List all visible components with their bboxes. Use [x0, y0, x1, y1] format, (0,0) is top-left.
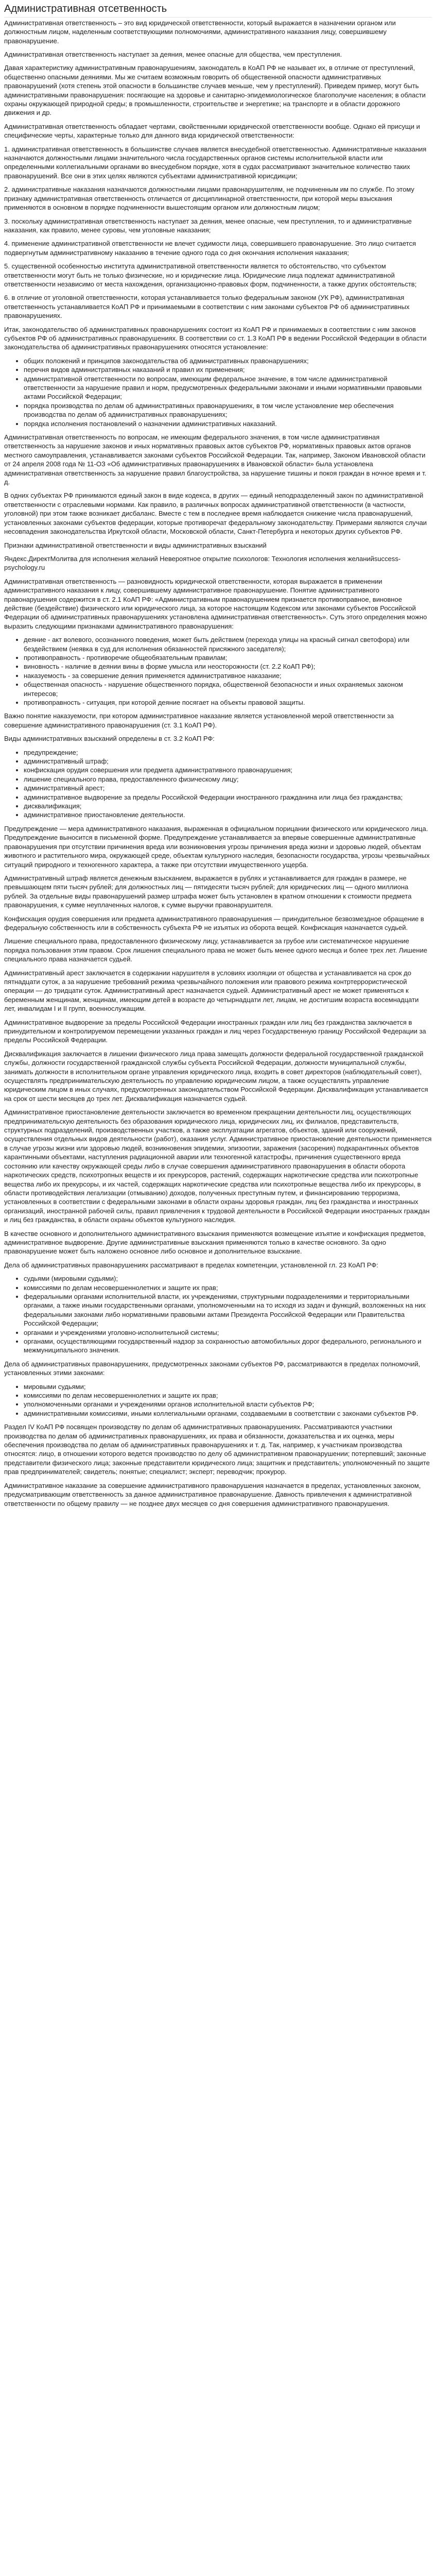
paragraph: 4. применение административной ответственности не влечет судимости лица, совершившего правонарушение. Это лицо считается подвергнутым административному наказанию в течение одного года со дня окончания исполнения наказания; [4, 240, 416, 257]
paragraph: Дела об административных правонарушениях, предусмотренных законами субъектов РФ, рассматриваются в пределах полномочий, установленных этими законами: [4, 1360, 421, 1377]
page-title: Административная отсетвенность [4, 2, 432, 18]
paragraph: В одних субъектах РФ принимаются единый закон в виде кодекса, в других — единый неподразделенный закон по административной ответственности с отраслевыми нормами. Как правило, в различных вопросах административной ответственности (в частности, уголовной) при этом также возникает дисбаланс. Вместе с тем в последнее время наблюдается снижение числа правонарушений, установленных законами субъектов федерации, которые противоречат федеральному законодательству. Примерами являются случаи несовпадения законодательства Иркутской области, Московской области, Санкт-Петербурга и некоторых других субъектов РФ. [4, 492, 427, 536]
paragraph: 6. в отличие от уголовной ответственности, которая устанавливается только федеральным законом (УК РФ), административная ответственность устанавливается КоАП РФ и принимаемыми в соответствии с ним законами субъектов РФ об административных правонарушениях. [4, 294, 410, 320]
list-item: • перечня видов административных наказаний и правил их применения; [24, 365, 432, 374]
list-item: • общих положений и принципов законодательства об административных правонарушениях; [24, 357, 432, 365]
paragraph: Административное выдворение за пределы Российской Федерации иностранных граждан или лиц без гражданства заключается в принудительном и контролируемом перемещении указанных граждан и лиц через Государственную границу Российской Федерации за пределы Российской Федерации. [4, 1018, 426, 1044]
list-item: • административными комиссиями, иными коллегиальными органами, создаваемыми в соответствии с законами субъектов РФ. [24, 1409, 432, 1418]
bullet-list [4, 748, 432, 820]
paragraph: 2. административные наказания назначаются должностными лицами правонарушителям, не подчиненным им по службе. По этому признаку административная ответственность отличается от дисциплинарной ответственности, при которой меры взыскания применяются в основном в порядке подчиненности вышестоящим органом или должностным лицом; [4, 185, 414, 212]
list-item: • порядка исполнения постановлений о назначении административных наказаний. [24, 419, 432, 428]
list-item: • федеральными органами исполнительной власти, их учреждениями, структурными подразделениями и территориальными органами, а также иными государственными органами, уполномоченными на то исходя из задач и функций, возложенных на них федеральными законами либо нормативными правовыми актами Президента Российской Федерации или Правительства Российской Федерации; [24, 1292, 432, 1328]
paragraph: 3. поскольку административная ответственность наступает за деяния, менее опасные, чем преступления, то и административные наказания, как правило, менее суровы, чем уголовные наказания; [4, 217, 412, 234]
paragraph: 5. существенной особенностью института административной ответственности является то обстоятельство, что субъектом ответственности могут быть не только физические, но и юридические лица. Юридические лица подлежат административной ответственности независимо от места нахождения, организационно-правовых форм, подчиненности, а также других обстоятельств; [4, 262, 417, 288]
bullet-list [4, 357, 432, 428]
paragraph: Административная ответственность — разновидность юридической ответственности, которая выражается в применении административного наказания к лицу, совершившему административное правонарушение. Понятие административного правонарушения содержится в ст. 2.1 КоАП РФ: «Административным правонарушением признается противоправное, виновное действие (бездействие) физического или юридического лица, за которое настоящим Кодексом или законами субъектов Российской Федерации об административных правонарушениях установлена административная ответственность». Суть этого определения можно выразить следующими признаками административного правонарушения: [4, 577, 427, 630]
list-item: • конфискация орудия совершения или предмета административного правонарушения; [24, 766, 432, 774]
paragraph: В качестве основного и дополнительного административного взыскания применяются возмещение изъятие и конфискация предметов, административное выдворение. Другие административные взыскания применяются только в качестве основного. За одно правонарушение может быть наложено основное либо основное и дополнительное взыскание. [4, 1229, 426, 1256]
paragraph: Лишение специального права, предоставленного физическому лицу, устанавливается за грубое или систематическое нарушение порядка пользования этим правом. Срок лишения специального права не может быть менее одного месяца и более трех лет. Лишение специального права назначается судьей. [4, 937, 427, 963]
paragraph: Конфискация орудия совершения или предмета административного правонарушения — принудительное безвозмездное обращение в федеральную собственность или в собственность субъекта РФ не изъятых из оборота вещей. Конфискация назначается судьей. [4, 914, 424, 931]
paragraph: 1. административная ответственность в большинстве случаев является внесудебной ответственностью. Административные наказания назначаются должностными лицами значительного числа государственных органов системы исполнительной власти или определенными коллегиальными органами во внесудебном порядке, хотя в судах рассматривают значительное количество таких правонарушений. Все они в этих целях являются субъектами административной юрисдикции; [4, 145, 427, 180]
bullet-list [4, 1382, 432, 1418]
paragraph: Административная ответственность – это вид юридической ответственности, который выражается в назначении органом или должностным лицом, наделенным соответствующими полномочиями, административного наказания лицу, совершившему правонарушение. [4, 19, 396, 45]
list-item: • дисквалификация; [24, 802, 432, 810]
paragraph: Итак, законодательство об административных правонарушениях состоит из КоАП РФ и принимаемых в соответствии с ним законов субъектов РФ об административных правонарушениях. В соответствии со ст. 1.3 КоАП РФ в ведении Российской Федерации в области законодательства об административных правонарушениях относятся установление: [4, 325, 427, 351]
paragraph: Административное приостановление деятельности заключается во временном прекращении деятельности лиц, осуществляющих предпринимательскую деятельность без образования юридического лица, юридических лиц, их филиалов, представительств, структурных подразделений, производственных участков, а также эксплуатации агрегатов, объектов, зданий или сооружений, осуществления отдельных видов деятельности (работ), оказания услуг. Административное приостановление деятельности применяется в случае угрозы жизни или здоровью людей, возникновения эпидемии, эпизоотии, заражения (засорения) подкарантинных объектов карантинными объектами, наступления радиационной аварии или техногенной катастрофы, причинения существенного вреда состоянию или качеству окружающей среды либо в случае совершения административного правонарушения в области оборота наркотических средств, психотропных веществ и их прекурсоров, растений, содержащих наркотические средства или психотропные вещества либо их прекурсоры, и их частей, содержащих наркотические средства или психотропные вещества либо их прекурсоры, в области противодействия легализации (отмыванию) доходов, полученных преступным путем, и финансированию терроризма, установленных в соответствии с федеральными законами в области охраны здоровья граждан, лиц без гражданства и иностранных организаций, иностранной рабочей силы, правил привлечения к трудовой деятельности в Российской Федерации иностранных граждан и лиц без гражданства, в области охраны объектов культурного наследия. [4, 1108, 432, 1224]
list-item: • деяние - акт волевого, осознанного поведения, может быть действием (перехода улицы на красный сигнал светофора) или бездействием (неявка в суд для исполнения обязанностей присяжного заседателя); [24, 635, 432, 653]
paragraph: Административная ответственность по вопросам, не имеющим федерального значения, в том числе административная ответственность за нарушение законов и иных нормативных правовых актов субъектов РФ, нормативных правовых актов органов местного самоуправления, устанавливается законами субъектов Российской Федерации. Так, например, Законом Ивановской области от 24 апреля 2008 года № 11-ОЗ «Об административных правонарушениях в Ивановской области» была установлена административная ответственность за нарушение правил благоустройства, за нарушение тишины и покоя граждан в ночное время и т. д. [4, 433, 427, 486]
list-item: • комиссиями по делам несовершеннолетних и защите их прав; [24, 1283, 432, 1292]
list-item: • административный штраф; [24, 757, 432, 766]
list-item: • судьями (мировыми судьями); [24, 1274, 432, 1283]
bullet-list [4, 1274, 432, 1355]
paragraph: Административный штраф является денежным взысканием, выражается в рублях и устанавливается для граждан в размере, не превышающем пяти тысяч рублей; для должностных лиц — пятидесяти тысяч рублей; для юридических лиц — одного миллиона рублей. За отдельные виды правонарушений размер штрафа может быть установлен в кратном отношении к стоимости предмета правонарушения, к сумме неуплаченных налогов, к сумме выручки правонарушителя. [4, 874, 412, 909]
list-item: • административной ответственности по вопросам, имеющим федеральное значение, в том числе административной ответственности за нарушение правил и норм, предусмотренных федеральными законами и иными нормативными правовыми актами Российской Федерации; [24, 375, 432, 401]
paragraph: Давая характеристику административным правонарушениям, законодатель в КоАП РФ не называет их, в отличие от преступлений, общественно опасными деяниями. Мы же считаем возможным говорить об общественной опасности административных правонарушений (хотя степень этой опасности в большинстве случаев меньше, чем у преступлений). Приведем пример, могут быть административными правонарушения: посягающие на здоровье и санитарно-эпидемиологическое благополучие населения; в области охраны окружающей природной среды; в промышленности, строительстве и энергетике; на транспорте и в области дорожного движения и др. [4, 64, 426, 117]
list-item: • общественная опасность - нарушение общественного порядка, общественной безопасности и иных охраняемых законом интересов; [24, 680, 432, 698]
list-item: • административное выдворение за пределы Российской Федерации иностранного гражданина или лица без гражданства; [24, 793, 432, 802]
paragraph: Предупреждение — мера административного наказания, выраженная в официальном порицании физического или юридического лица. Предупреждение выносится в письменной форме. Предупреждение устанавливается за впервые совершенные административные правонарушения при отсутствии причинения вреда или возникновения угрозы причинения вреда жизни и здоровью людей, объектам животного и растительного мира, окружающей среде, объектам культурного наследия, безопасности государства, угрозы чрезвычайных ситуаций природного и техногенного характера, а также при отсутствии имущественного ущерба. [4, 824, 430, 869]
list-item: • порядка производства по делам об административных правонарушениях, в том числе установление мер обеспечения производства по делам об административных правонарушениях; [24, 401, 432, 419]
paragraph: Раздел IV КоАП РФ посвящен производству по делам об административных правонарушениях. Рассматриваются участники производства по делам об административных правонарушениях, их права и обязанности, доказательства и их оценка, меры обеспечения производства по делам об административных правонарушениях и т. д. Так, например, к участникам производства относятся: лицо, в отношении которого ведется производство по делу об административном правонарушении; потерпевший; законные представители физического лица; законные представители юридического лица; защитник и представитель; уполномоченный по защите прав предпринимателей; свидетель; понятые; специалист; эксперт; переводчик; прокурор. [4, 1423, 430, 1476]
article-body [4, 19, 432, 1508]
list-item: • лишение специального права, предоставленного физическому лицу; [24, 775, 432, 784]
list-item: • противоправность - ситуация, при которой деяние посягает на объекты правовой защиты. [24, 698, 432, 707]
list-item: • предупреждение; [24, 748, 432, 757]
list-item: • мировыми судьями; [24, 1382, 432, 1391]
list-item: • административное приостановление деятельности. [24, 810, 432, 819]
paragraph: Административное наказание за совершение административного правонарушения назначается в пределах, установленных законом, предусматривающим ответственность за данное административное правонарушение. Давность привлечения к административной ответственности по общему правилу — не позднее двух месяцев со дня совершения административного правонарушения. [4, 1481, 421, 1507]
list-item: • виновность - наличие в деянии вины в форме умысла или неосторожности (ст. 2.2 КоАП РФ); [24, 662, 432, 671]
paragraph: Признаки административной ответственности и виды административных взысканий [4, 541, 267, 549]
list-item: • противоправность - противоречие общеобязательным правилам; [24, 653, 432, 662]
list-item: • уполномоченными органами и учреждениями органов исполнительной власти субъектов РФ; [24, 1400, 432, 1409]
list-item: • органами, осуществляющими государственный надзор за сохранностью автомобильных дорог федерального, регионального и межмуниципального значения. [24, 1337, 432, 1355]
paragraph: Административная ответственность обладает чертами, свойственными юридической ответственности вообще. Однако ей присущи и специфические черты, характерные только для данного вида юридической ответственности: [4, 122, 420, 140]
list-item: • комиссиями по делам несовершеннолетних и защите их прав; [24, 1391, 432, 1400]
paragraph: Дисквалификация заключается в лишении физического лица права замещать должности федеральной государственной гражданской службы, должности государственной гражданской службы субъекта Российской Федерации, должности муниципальной службы, занимать должности в исполнительном органе управления юридического лица, входить в совет директоров (наблюдательный совет), осуществлять предпринимательскую деятельность по управлению юридическим лицом, а также осуществлять управление юридическим лицом в иных случаях, предусмотренных законодательством Российской Федерации. Дисквалификация устанавливается на срок от шести месяцев до трех лет. Дисквалификация назначается судьей. [4, 1049, 428, 1103]
list-item: • наказуемость - за совершение деяния применяется административное наказание; [24, 671, 432, 680]
paragraph: Дела об административных правонарушениях рассматривают в пределах компетенции, установленной гл. 23 КоАП РФ: [4, 1261, 378, 1269]
paragraph: Важно понятие наказуемости, при котором административное наказание является установленной мерой ответственности за совершение административного правонарушения (ст. 3.1 КоАП РФ). [4, 712, 394, 729]
list-item: • административный арест; [24, 784, 432, 792]
paragraph: Виды административных взысканий определены в ст. 3.2 КоАП РФ: [4, 735, 215, 743]
paragraph: Административная ответственность наступает за деяния, менее опасные для общества, чем преступления. [4, 50, 342, 59]
bullet-list [4, 635, 432, 707]
paragraph: Административный арест заключается в содержании нарушителя в условиях изоляции от общества и устанавливается на срок до пятнадцати суток, а за нарушение требований режима чрезвычайного положения или правового режима контртеррористической операции — до тридцати суток. Административный арест назначается судьей. Административный арест не может применяться к беременным женщинам, женщинам, имеющим детей в возрасте до четырнадцати лет, лицам, не достигшим возраста восемнадцати лет, инвалидам I и II групп, военнослужащим. [4, 969, 419, 1013]
paragraph: Яндекс.ДиректМолитва для исполнения желаний Невероятное открытие психологов: Технология исполнения желанийsuccess-psychology.ru [4, 554, 401, 572]
list-item: • органами и учреждениями уголовно-исполнительной системы; [24, 1328, 432, 1337]
